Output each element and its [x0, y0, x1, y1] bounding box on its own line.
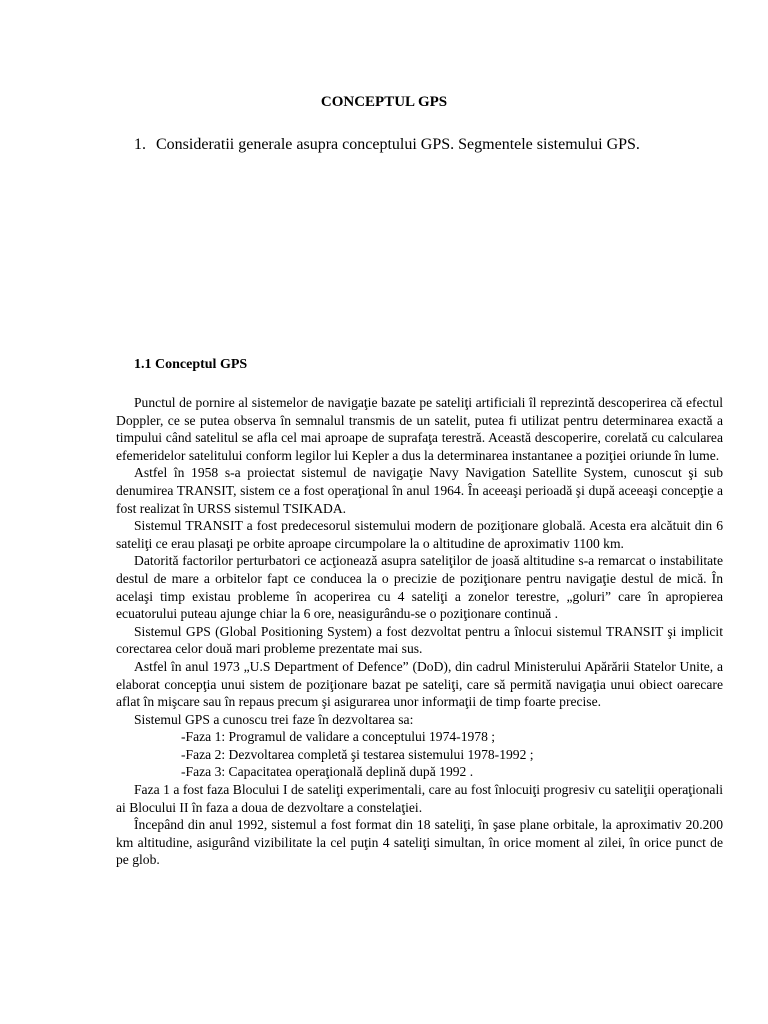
phase-item-2: -Faza 2: Dezvoltarea completă şi testarea sistemului 1978-1992 ;	[181, 746, 534, 762]
chapter-heading	[134, 136, 734, 154]
section-heading: 1.1 Conceptul GPS	[134, 357, 248, 372]
phase-item-3: -Faza 3: Capacitatea operaţională deplină după 1992 .	[181, 764, 474, 780]
document-title: CONCEPTUL GPS	[320, 94, 448, 110]
paragraph-block-satellites: Faza 1 a fost faza Blocului I de sateliţi experimentali, care au fost înlocuiţi progresiv cu sateliţii operaţionali ai Blocului II în faza a doua de dezvoltare a constelaţiei.	[116, 782, 723, 815]
chapter-number: 1.	[134, 136, 146, 153]
paragraph-phases-intro: Sistemul GPS a cunoscu trei faze în dezvoltarea sa:	[134, 711, 414, 727]
paragraph-gps-developed: Sistemul GPS (Global Positioning System) a fost dezvoltat pentru a înlocui sistemul TRANSIT şi implicit corectarea celor două mari probleme prezentate mai sus.	[116, 623, 723, 657]
paragraph-transit-predecessor: Sistemul TRANSIT a fost predecesorul sistemului modern de poziţionare globală. Acesta era alcătuit din 6 sateliţi ce erau plasaţi pe orbite aproape circumpolare la o altitudine de aproximativ 1100 km.	[116, 518, 723, 551]
paragraph-constellation-1992: Începând din anul 1992, sistemul a fost format din 18 sateliţi, în şase plane orbitale, la aproximativ 20.200 km altitudine, asigurând vizibilitate la cel puţin 4 sateliţi simultan, în orice moment al zilei, în orice punct de pe glob.	[116, 817, 723, 868]
paragraph-transit-1958: Astfel în 1958 s-a proiectat sistemul de navigaţie Navy Navigation Satellite System, cunoscut şi sub denumirea TRANSIT, sistem ce a fost operaţional în anul 1964. În aceeaşi perioadă şi după aceeaşi concepţie a fost realizat în URSS sistemul TSIKADA.	[116, 465, 723, 516]
paragraph-perturbations: Datorită factorilor perturbatori ce acţionează asupra sateliţilor de joasă altitudine s-a remarcat o instabilitate destul de mare a orbitelor fapt ce conducea la o precizie de poziţionare pentru navigaţie destul de mică. În acelaşi timp existau probleme în acoperirea cu 4 sateliţi a zonelor terestre, „goluri” care în apropierea ecuatorului puteau ajunge chiar la 6 ore, neasigurându-se o poziţionare continuă .	[116, 553, 723, 622]
paragraph-dod-1973: Astfel în anul 1973 „U.S Department of Defence” (DoD), din cadrul Ministerului Apărării Statelor Unite, a elaborat concepţia unui sistem de poziţionare bazat pe sateliţi, care să permită navigaţia unui obiect oarecare aflat în mişcare sau în repaus precum şi asigurarea unor informaţii de timp foarte precise.	[116, 658, 723, 710]
paragraph-doppler: Punctul de pornire al sistemelor de navigaţie bazate pe sateliţi artificiali îl reprezintă descoperirea că efectul Doppler, ce se putea observa în semnalul transmis de un satelit, putea fi utilizat pentru determinarea exactă a timpului când satelitul se afla cel mai aproape de suprafaţa terestră. Această descoperire, corelată cu calcularea efemeridelor satelitului conform legilor lui Kepler a dus la determinarea instantanee a poziţiei oriunde în lume.	[116, 395, 723, 463]
chapter-title: Consideratii generale asupra conceptului GPS. Segmentele sistemului GPS.	[156, 136, 640, 153]
document-body	[116, 394, 723, 869]
phase-item-1: -Faza 1: Programul de validare a conceptului 1974-1978 ;	[181, 729, 496, 745]
